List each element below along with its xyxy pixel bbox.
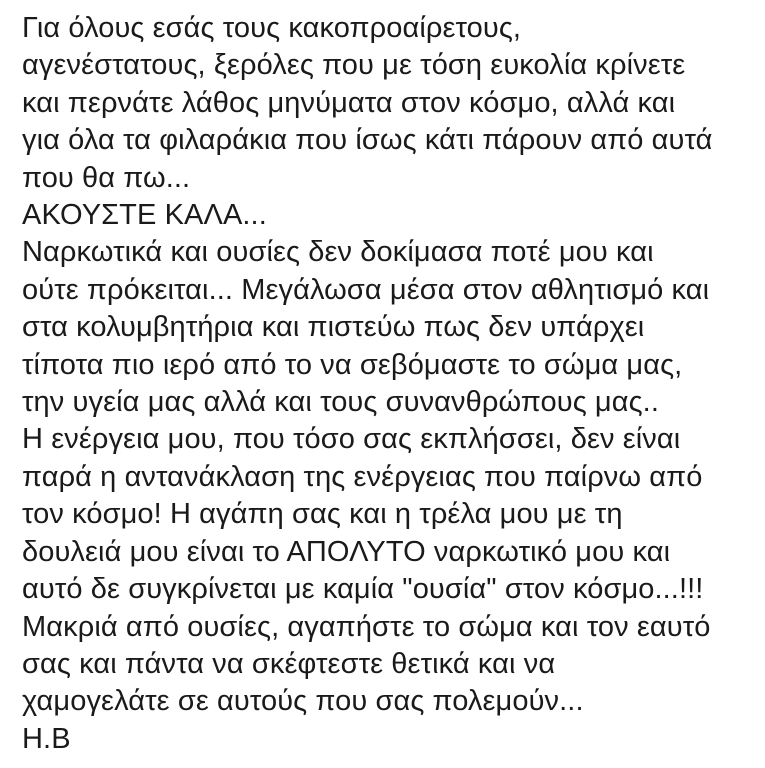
text-line: την υγεία μας αλλά και τους συνανθρώπους μας.. bbox=[22, 386, 659, 419]
text-line: δουλειά μου είναι το ΑΠΟΛΥΤΟ ναρκωτικό μου και bbox=[22, 535, 671, 568]
text-line: Μακριά από ουσίες, αγαπήστε το σώμα και τον εαυτό bbox=[22, 610, 711, 643]
text-line: ΑΚΟΥΣΤΕ ΚΑΛΑ... bbox=[22, 199, 267, 232]
text-line: Ναρκωτικά και ουσίες δεν δοκίμασα ποτέ μου και bbox=[22, 236, 654, 269]
text-line: αγενέστατους, ξερόλες που με τόση ευκολία κρίνετε bbox=[22, 49, 686, 82]
text-line: σας και πάντα να σκέφτεστε θετικά και να bbox=[22, 647, 556, 680]
text-line: και περνάτε λάθος μηνύματα στον κόσμο, αλλά και bbox=[22, 86, 676, 119]
signature: Η.Β bbox=[22, 722, 71, 755]
text-line: αυτό δε συγκρίνεται με καμία "ουσία" στον κόσμο...!!! bbox=[22, 573, 704, 606]
text-line: που θα πω... bbox=[22, 161, 191, 194]
text-line: χαμογελάτε σε αυτούς που σας πολεμούν... bbox=[22, 685, 584, 718]
text-line: ούτε πρόκειται... Μεγάλωσα μέσα στον αθλητισμό και bbox=[22, 273, 710, 306]
text-line: τον κόσμο! Η αγάπη σας και η τρέλα μου με τη bbox=[22, 498, 623, 531]
text-line: Για όλους εσάς τους κακοπροαίρετους, bbox=[22, 12, 522, 44]
text-line: τίποτα πιο ιερό από το να σεβόμαστε το σώμα μας, bbox=[22, 348, 683, 381]
text-line: στα κολυμβητήρια και πιστεύω πως δεν υπάρχει bbox=[22, 311, 645, 344]
text-line: Η ενέργεια μου, που τόσο σας εκπλήσσει, δεν είναι bbox=[22, 423, 681, 456]
text-line: παρά η αντανάκλαση της ενέργειας που παίρνω από bbox=[22, 460, 703, 493]
text-line: για όλα τα φιλαράκια που ίσως κάτι πάρουν από αυτά bbox=[22, 124, 713, 157]
